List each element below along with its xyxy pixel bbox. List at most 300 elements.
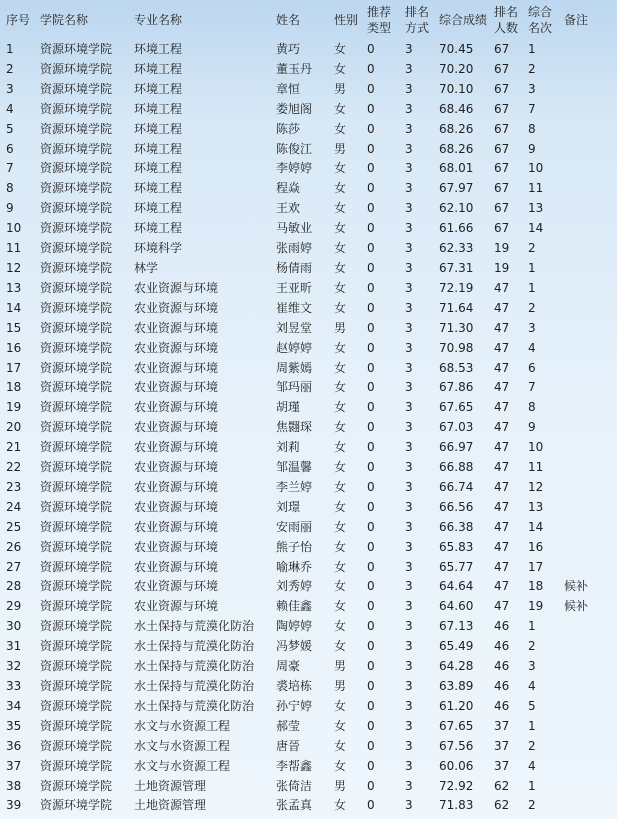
table-row: [0, 219, 617, 239]
cell-recommend-type: 0: [367, 519, 375, 534]
cell-college: 资源环境学院: [40, 639, 113, 654]
cell-recommend-type: 0: [367, 400, 375, 415]
cell-serial: 32: [6, 659, 22, 674]
cell-ranking-count: 62: [494, 778, 510, 793]
cell-major: 农业资源与环境: [134, 320, 219, 335]
cell-recommend-type: 0: [367, 460, 375, 475]
cell-college: 资源环境学院: [40, 559, 113, 574]
cell-remark: [558, 498, 617, 518]
cell-name: 李兰婷: [276, 479, 313, 494]
cell-remark: [558, 378, 617, 398]
table-row: [0, 677, 617, 697]
cell-total-score: 72.19: [439, 280, 474, 295]
cell-remark: [558, 199, 617, 219]
header-ranking-method: 排名方式: [405, 5, 430, 35]
cell-gender: 女: [334, 619, 347, 634]
cell-ranking-count: 67: [494, 121, 510, 136]
cell-major: 水土保持与荒漠化防治: [134, 619, 255, 634]
cell-serial: 30: [6, 619, 22, 634]
cell-overall-rank: 10: [528, 161, 544, 176]
cell-recommend-type: 0: [367, 599, 375, 614]
cell-name: 崔维文: [276, 300, 313, 315]
cell-name: 裘培栋: [276, 679, 313, 693]
cell-gender: 女: [334, 340, 347, 355]
cell-recommend-type: 0: [367, 499, 375, 514]
cell-overall-rank: 13: [528, 499, 544, 514]
table-row: [0, 398, 617, 418]
cell-college: 资源环境学院: [40, 241, 113, 256]
cell-recommend-type: 0: [367, 340, 375, 355]
cell-ranking-method: 3: [405, 718, 413, 733]
cell-ranking-count: 47: [494, 280, 510, 295]
cell-name: 李婷婷: [276, 161, 313, 176]
cell-major: 环境工程: [134, 42, 183, 56]
cell-name: 王亚昕: [276, 280, 313, 295]
cell-name: 喻琳乔: [276, 559, 313, 574]
cell-total-score: 65.49: [439, 639, 474, 654]
cell-major: 农业资源与环境: [134, 499, 219, 514]
cell-recommend-type: 0: [367, 320, 375, 335]
cell-remark: [558, 478, 617, 498]
cell-total-score: 70.10: [439, 81, 474, 96]
cell-remark: [558, 80, 617, 100]
cell-major: 环境工程: [134, 81, 183, 96]
cell-gender: 女: [334, 181, 347, 196]
table-row: [0, 179, 617, 199]
cell-college: 资源环境学院: [40, 440, 113, 455]
cell-ranking-count: 67: [494, 161, 510, 176]
cell-total-score: 67.97: [439, 181, 474, 196]
cell-gender: 女: [334, 579, 347, 594]
cell-total-score: 68.46: [439, 101, 474, 116]
cell-gender: 女: [334, 499, 347, 514]
cell-name: 陶婷婷: [276, 619, 313, 634]
cell-overall-rank: 12: [528, 479, 544, 494]
cell-serial: 12: [6, 260, 22, 275]
cell-serial: 20: [6, 420, 22, 435]
cell-ranking-method: 3: [405, 221, 413, 236]
cell-serial: 3: [6, 81, 14, 96]
cell-recommend-type: 0: [367, 61, 375, 76]
table-row: [0, 339, 617, 359]
cell-total-score: 63.89: [439, 679, 474, 693]
cell-overall-rank: 9: [528, 420, 536, 435]
table-row: [0, 120, 617, 140]
cell-remark: [558, 717, 617, 737]
cell-recommend-type: 0: [367, 360, 375, 375]
cell-ranking-method: 3: [405, 360, 413, 375]
cell-serial: 14: [6, 300, 22, 315]
cell-total-score: 62.10: [439, 201, 474, 216]
cell-recommend-type: 0: [367, 141, 375, 156]
cell-gender: 女: [334, 539, 347, 554]
cell-ranking-count: 37: [494, 738, 510, 753]
cell-name: 郝莹: [276, 718, 301, 733]
cell-gender: 女: [334, 698, 347, 713]
table-body: [0, 40, 617, 816]
cell-ranking-method: 3: [405, 121, 413, 136]
cell-college: 资源环境学院: [40, 42, 113, 56]
cell-ranking-method: 3: [405, 260, 413, 275]
cell-college: 资源环境学院: [40, 599, 113, 614]
cell-overall-rank: 7: [528, 101, 536, 116]
cell-total-score: 64.64: [439, 579, 474, 594]
cell-overall-rank: 11: [528, 181, 544, 196]
table-row: [0, 796, 617, 816]
cell-gender: 女: [334, 42, 347, 56]
cell-total-score: 67.03: [439, 420, 474, 435]
header-recommend-type: 推荐类型: [367, 5, 392, 35]
cell-ranking-count: 67: [494, 61, 510, 76]
cell-ranking-count: 67: [494, 81, 510, 96]
cell-ranking-method: 3: [405, 738, 413, 753]
cell-college: 资源环境学院: [40, 201, 113, 216]
cell-gender: 女: [334, 121, 347, 136]
cell-remark: [558, 100, 617, 120]
cell-total-score: 68.26: [439, 121, 474, 136]
cell-remark: [558, 359, 617, 379]
cell-major: 水土保持与荒漠化防治: [134, 698, 255, 713]
cell-overall-rank: 3: [528, 320, 536, 335]
cell-major: 环境科学: [134, 241, 183, 256]
cell-gender: 女: [334, 479, 347, 494]
cell-recommend-type: 0: [367, 698, 375, 713]
cell-gender: 女: [334, 738, 347, 753]
cell-recommend-type: 0: [367, 659, 375, 674]
cell-gender: 女: [334, 758, 347, 773]
cell-serial: 9: [6, 201, 14, 216]
cell-overall-rank: 7: [528, 380, 536, 395]
cell-major: 农业资源与环境: [134, 599, 219, 614]
cell-recommend-type: 0: [367, 778, 375, 793]
cell-overall-rank: 13: [528, 201, 544, 216]
cell-overall-rank: 2: [528, 61, 536, 76]
cell-major: 农业资源与环境: [134, 280, 219, 295]
cell-major: 农业资源与环境: [134, 400, 219, 415]
cell-remark: [558, 657, 617, 677]
cell-remark: [558, 259, 617, 279]
cell-ranking-method: 3: [405, 460, 413, 475]
cell-recommend-type: 0: [367, 420, 375, 435]
cell-total-score: 67.31: [439, 260, 474, 275]
cell-gender: 女: [334, 460, 347, 475]
cell-name: 马敏业: [276, 221, 313, 236]
cell-college: 资源环境学院: [40, 758, 113, 773]
cell-serial: 8: [6, 181, 14, 196]
cell-college: 资源环境学院: [40, 221, 113, 236]
cell-ranking-method: 3: [405, 519, 413, 534]
cell-serial: 13: [6, 280, 22, 295]
cell-ranking-method: 3: [405, 400, 413, 415]
cell-remark: [558, 757, 617, 777]
cell-overall-rank: 1: [528, 260, 536, 275]
header-total-score: 综合成绩: [439, 13, 488, 27]
cell-recommend-type: 0: [367, 679, 375, 693]
cell-total-score: 70.98: [439, 340, 474, 355]
cell-major: 水文与水资源工程: [134, 758, 231, 773]
cell-serial: 1: [6, 42, 14, 56]
table-row: [0, 597, 617, 617]
cell-major: 农业资源与环境: [134, 559, 219, 574]
cell-recommend-type: 0: [367, 260, 375, 275]
cell-remark: [558, 339, 617, 359]
cell-college: 资源环境学院: [40, 420, 113, 435]
cell-ranking-count: 47: [494, 440, 510, 455]
cell-ranking-method: 3: [405, 201, 413, 216]
cell-ranking-method: 3: [405, 300, 413, 315]
cell-gender: 女: [334, 559, 347, 574]
cell-college: 资源环境学院: [40, 798, 113, 813]
cell-serial: 6: [6, 141, 14, 156]
table-row: [0, 60, 617, 80]
cell-serial: 19: [6, 400, 22, 415]
table-row: [0, 757, 617, 777]
cell-ranking-count: 46: [494, 698, 510, 713]
cell-gender: 男: [334, 679, 347, 693]
cell-remark: [558, 796, 617, 816]
cell-ranking-count: 47: [494, 559, 510, 574]
cell-ranking-method: 3: [405, 599, 413, 614]
cell-ranking-count: 47: [494, 579, 510, 594]
table-header: [0, 0, 617, 40]
cell-name: 冯梦媛: [276, 639, 313, 654]
cell-major: 农业资源与环境: [134, 380, 219, 395]
cell-serial: 27: [6, 559, 22, 574]
cell-gender: 男: [334, 320, 347, 335]
cell-remark: [558, 120, 617, 140]
header-ranking-count: 排名人数: [494, 5, 519, 35]
cell-serial: 37: [6, 758, 22, 773]
cell-name: 孙宁婷: [276, 698, 313, 713]
cell-college: 资源环境学院: [40, 400, 113, 415]
cell-name: 周紫嫣: [276, 360, 313, 375]
cell-ranking-method: 3: [405, 320, 413, 335]
cell-overall-rank: 2: [528, 241, 536, 256]
cell-name: 陈莎: [276, 121, 301, 136]
cell-overall-rank: 1: [528, 42, 536, 56]
cell-recommend-type: 0: [367, 121, 375, 136]
cell-major: 环境工程: [134, 121, 183, 136]
cell-total-score: 66.88: [439, 460, 474, 475]
cell-serial: 38: [6, 778, 22, 793]
cell-ranking-count: 47: [494, 380, 510, 395]
cell-total-score: 64.28: [439, 659, 474, 674]
cell-overall-rank: 16: [528, 539, 544, 554]
header-serial: 序号: [6, 13, 31, 27]
cell-college: 资源环境学院: [40, 460, 113, 475]
cell-recommend-type: 0: [367, 201, 375, 216]
header-gender: 性别: [334, 13, 359, 27]
cell-total-score: 67.86: [439, 380, 474, 395]
cell-ranking-method: 3: [405, 659, 413, 674]
cell-remark: [558, 219, 617, 239]
cell-major: 农业资源与环境: [134, 519, 219, 534]
cell-overall-rank: 1: [528, 619, 536, 634]
cell-overall-rank: 3: [528, 659, 536, 674]
cell-remark: [558, 558, 617, 578]
cell-major: 水文与水资源工程: [134, 718, 231, 733]
cell-ranking-count: 67: [494, 181, 510, 196]
table-row: [0, 657, 617, 677]
cell-recommend-type: 0: [367, 619, 375, 634]
cell-gender: 男: [334, 659, 347, 674]
cell-remark: [558, 677, 617, 697]
cell-gender: 女: [334, 718, 347, 733]
cell-overall-rank: 4: [528, 340, 536, 355]
cell-ranking-count: 47: [494, 519, 510, 534]
cell-gender: 女: [334, 599, 347, 614]
cell-recommend-type: 0: [367, 539, 375, 554]
cell-major: 水土保持与荒漠化防治: [134, 639, 255, 654]
cell-total-score: 70.20: [439, 61, 474, 76]
cell-total-score: 65.83: [439, 539, 474, 554]
cell-recommend-type: 0: [367, 101, 375, 116]
cell-ranking-method: 3: [405, 539, 413, 554]
cell-college: 资源环境学院: [40, 161, 113, 176]
table-row: [0, 299, 617, 319]
cell-ranking-count: 47: [494, 460, 510, 475]
cell-overall-rank: 4: [528, 679, 536, 693]
cell-ranking-count: 67: [494, 221, 510, 236]
cell-ranking-method: 3: [405, 42, 413, 56]
table-row: [0, 518, 617, 538]
cell-total-score: 72.92: [439, 778, 474, 793]
table-row: [0, 359, 617, 379]
cell-serial: 33: [6, 679, 22, 693]
cell-gender: 女: [334, 101, 347, 116]
cell-total-score: 68.53: [439, 360, 474, 375]
cell-remark: [558, 299, 617, 319]
cell-serial: 10: [6, 221, 22, 236]
cell-serial: 7: [6, 161, 14, 176]
cell-total-score: 71.64: [439, 300, 474, 315]
cell-ranking-method: 3: [405, 81, 413, 96]
cell-overall-rank: 1: [528, 718, 536, 733]
cell-total-score: 68.26: [439, 141, 474, 156]
cell-ranking-method: 3: [405, 619, 413, 634]
cell-gender: 女: [334, 61, 347, 76]
table-row: [0, 239, 617, 259]
cell-name: 陈俊江: [276, 141, 313, 156]
cell-name: 胡瑾: [276, 400, 301, 415]
table-row: [0, 478, 617, 498]
cell-name: 安雨丽: [276, 519, 313, 534]
cell-overall-rank: 9: [528, 141, 536, 156]
cell-serial: 35: [6, 718, 22, 733]
cell-name: 赵婷婷: [276, 340, 313, 355]
cell-ranking-count: 47: [494, 599, 510, 614]
cell-remark: [558, 319, 617, 339]
cell-major: 土地资源管理: [134, 778, 207, 793]
cell-college: 资源环境学院: [40, 101, 113, 116]
cell-college: 资源环境学院: [40, 499, 113, 514]
cell-ranking-count: 47: [494, 340, 510, 355]
cell-major: 林学: [134, 260, 159, 275]
cell-serial: 22: [6, 460, 22, 475]
cell-ranking-method: 3: [405, 698, 413, 713]
cell-total-score: 68.01: [439, 161, 474, 176]
cell-major: 农业资源与环境: [134, 300, 219, 315]
cell-remark: 候补: [564, 599, 589, 614]
cell-gender: 女: [334, 440, 347, 455]
cell-major: 环境工程: [134, 181, 183, 196]
cell-name: 刘昱堂: [276, 320, 313, 335]
cell-remark: [558, 179, 617, 199]
cell-remark: [558, 538, 617, 558]
cell-remark: [558, 777, 617, 797]
cell-gender: 女: [334, 798, 347, 813]
cell-gender: 女: [334, 300, 347, 315]
cell-gender: 女: [334, 221, 347, 236]
cell-gender: 女: [334, 380, 347, 395]
cell-serial: 36: [6, 738, 22, 753]
cell-ranking-count: 47: [494, 479, 510, 494]
cell-recommend-type: 0: [367, 738, 375, 753]
cell-ranking-method: 3: [405, 280, 413, 295]
cell-serial: 31: [6, 639, 22, 654]
cell-name: 李帮鑫: [276, 758, 313, 773]
cell-college: 资源环境学院: [40, 121, 113, 136]
cell-recommend-type: 0: [367, 798, 375, 813]
cell-college: 资源环境学院: [40, 479, 113, 494]
cell-recommend-type: 0: [367, 479, 375, 494]
cell-gender: 女: [334, 420, 347, 435]
cell-total-score: 64.60: [439, 599, 474, 614]
cell-college: 资源环境学院: [40, 360, 113, 375]
cell-ranking-count: 62: [494, 798, 510, 813]
cell-overall-rank: 11: [528, 460, 544, 475]
cell-serial: 4: [6, 101, 14, 116]
cell-remark: [558, 398, 617, 418]
cell-remark: [558, 438, 617, 458]
cell-ranking-count: 46: [494, 679, 510, 693]
cell-name: 刘莉: [276, 440, 301, 455]
table-row: [0, 697, 617, 717]
cell-name: 刘璟: [276, 499, 301, 514]
cell-ranking-method: 3: [405, 639, 413, 654]
cell-recommend-type: 0: [367, 221, 375, 236]
cell-college: 资源环境学院: [40, 619, 113, 634]
cell-name: 张孟真: [276, 798, 313, 813]
cell-total-score: 61.20: [439, 698, 474, 713]
cell-overall-rank: 1: [528, 778, 536, 793]
cell-serial: 25: [6, 519, 22, 534]
cell-total-score: 66.74: [439, 479, 474, 494]
cell-name: 娄旭阁: [276, 101, 313, 116]
cell-serial: 17: [6, 360, 22, 375]
table-row: [0, 498, 617, 518]
cell-college: 资源环境学院: [40, 320, 113, 335]
table-row: [0, 418, 617, 438]
cell-ranking-method: 3: [405, 340, 413, 355]
cell-remark: [558, 737, 617, 757]
cell-serial: 5: [6, 121, 14, 136]
cell-recommend-type: 0: [367, 300, 375, 315]
cell-remark: [558, 458, 617, 478]
cell-college: 资源环境学院: [40, 698, 113, 713]
cell-recommend-type: 0: [367, 42, 375, 56]
cell-total-score: 67.65: [439, 718, 474, 733]
cell-recommend-type: 0: [367, 718, 375, 733]
cell-name: 焦翾琛: [276, 420, 313, 435]
cell-name: 程焱: [276, 181, 301, 196]
table-row: [0, 259, 617, 279]
cell-gender: 女: [334, 360, 347, 375]
cell-college: 资源环境学院: [40, 61, 113, 76]
cell-major: 水文与水资源工程: [134, 738, 231, 753]
cell-college: 资源环境学院: [40, 519, 113, 534]
cell-total-score: 71.30: [439, 320, 474, 335]
